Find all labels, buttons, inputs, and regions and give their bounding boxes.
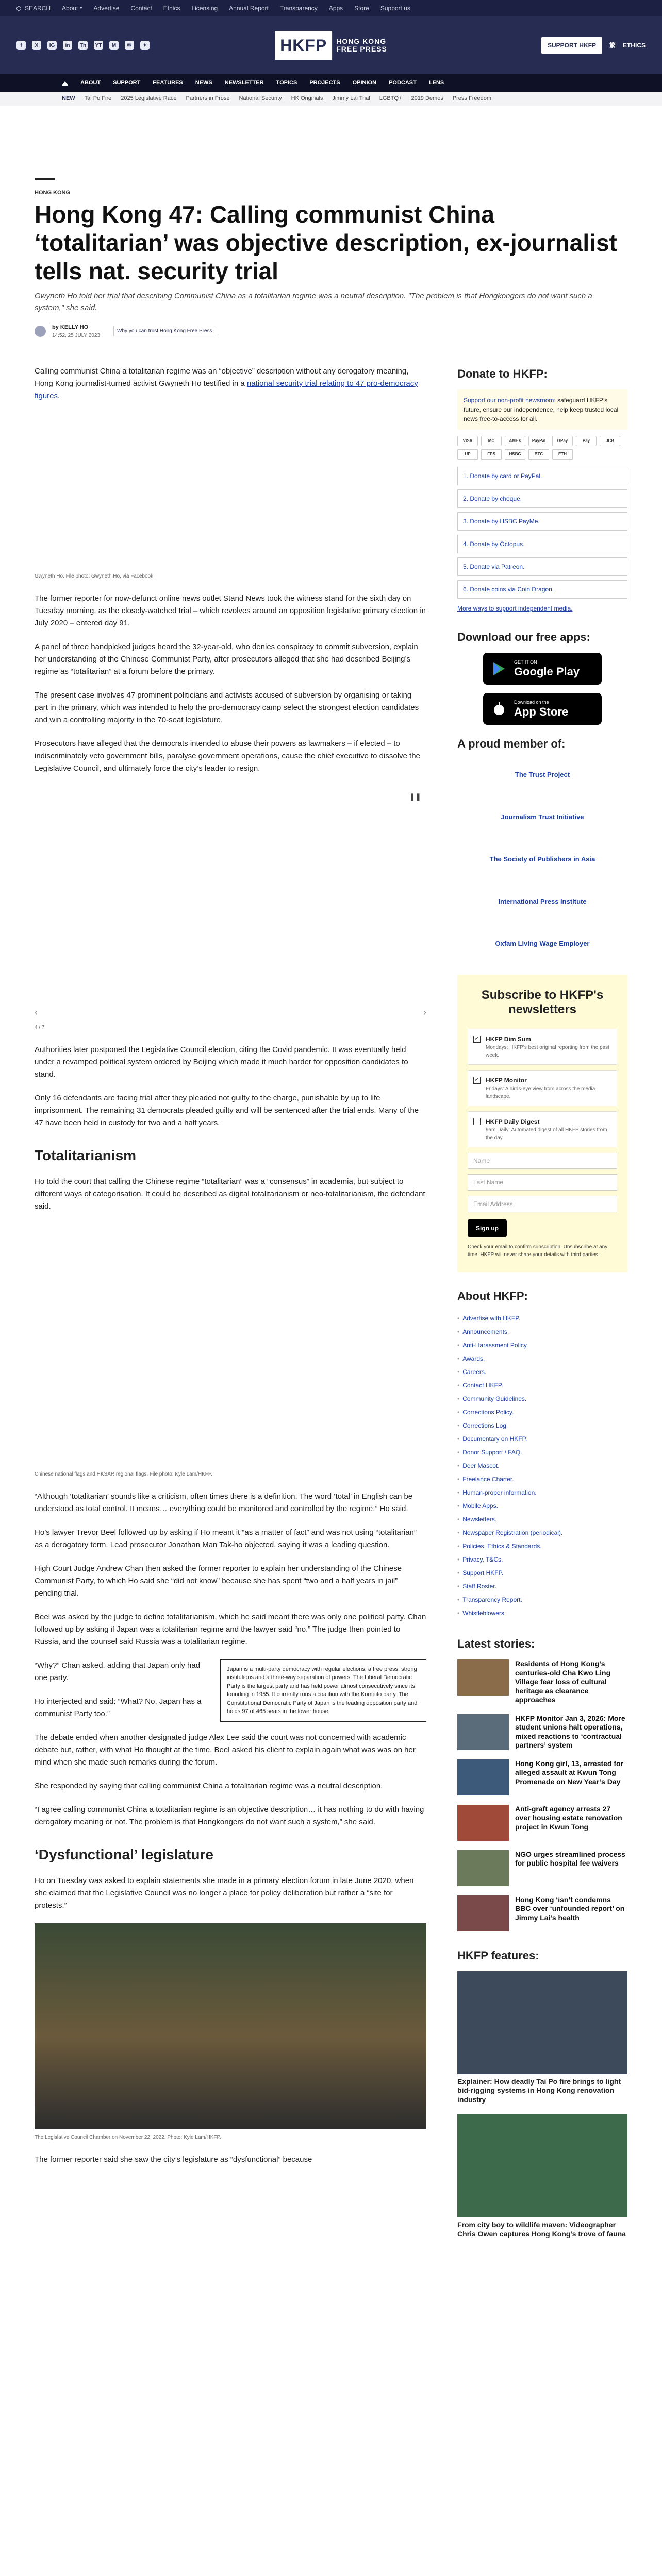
section-heading: ‘Dysfunctional’ legislature [35,1846,213,1862]
slider-count: 4 / 7 [35,1024,45,1030]
photo-caption: Gwyneth Ho. File photo: Gwyneth Ho, via Facebook. [35,573,155,579]
checkbox[interactable] [473,1118,481,1125]
trending-link[interactable]: Tai Po Fire [84,95,112,102]
section-heading: Totalitarianism [35,1147,137,1163]
about-title: About HKFP: [457,1290,528,1303]
story-title[interactable]: Hong Kong girl, 13, arrested for alleged assault at Kwun Tong Promenade on New Year’s Day [515,1759,624,1786]
donate-box [457,365,627,613]
hsbc-icon: HSBC [505,449,525,460]
paypal-icon: PayPal [528,436,549,446]
last-name-field[interactable]: Last Name [468,1174,617,1191]
nav-news[interactable]: NEWS [195,79,212,86]
trending-link[interactable]: National Security [239,95,282,102]
donate-option[interactable]: 1. Donate by card or PayPal. [457,467,627,485]
article-body [35,365,426,2249]
latest-story[interactable] [457,1759,627,1795]
newsletter-option[interactable]: HKFP Daily Digest 9am Daily: Automated digest of all HKFP stories from the day. [468,1111,617,1147]
paragraph: The former reporter for now-defunct online news outlet Stand News took the witness stand for the sixth day on Tuesday morning, as the closely-watched trial – which revolves around an opposition legislative primary election in July 2020 – entered day 91. [35,594,426,628]
story-thumbnail[interactable] [457,1850,509,1886]
about-link[interactable]: • Community Guidelines. [457,1392,627,1405]
trending-link[interactable]: 2025 Legislative Race [121,95,177,102]
about-link[interactable]: • Privacy, T&Cs. [457,1553,627,1566]
site-header [0,16,662,74]
topbar-link-licensing[interactable]: Licensing [191,5,218,12]
story-title[interactable]: Residents of Hong Kong’s centuries-old Cha Kwo Ling Village fear loss of cultural heritage as clearance approaches [515,1659,611,1704]
about-link[interactable]: • Transparency Report. [457,1593,627,1606]
topbar-link-annual-report[interactable]: Annual Report [229,5,269,12]
latest-story[interactable] [457,1714,627,1750]
google-pay-icon: GPay [552,436,573,446]
newsletter-option[interactable]: ✓ HKFP Dim Sum Mondays: HKFP’s best original reporting from the past week. [468,1029,617,1065]
author-avatar [35,326,46,337]
email-field[interactable]: Email Address [468,1196,617,1212]
article-headline: Hong Kong 47: Calling communist China ‘totalitarian’ was objective description, ex-journalist tells nat. security trial [35,200,617,284]
main-nav [0,74,662,92]
feature-title[interactable]: From city boy to wildlife maven: Videographer Chris Owen captures Hong Kong’s trove of fauna [457,2221,626,2238]
trending-bar [0,92,662,106]
paragraph: Ho interjected and said: “What? No, Japan has a communist Party too.” [35,1697,202,1718]
donate-option[interactable]: 3. Donate by HSBC PayMe. [457,512,627,531]
trust-note-link[interactable]: Why you can trust Hong Kong Free Press [113,326,216,336]
photo-legco [35,1923,426,2129]
checkbox[interactable]: ✓ [473,1036,481,1043]
nav-topics[interactable]: TOPICS [276,79,297,86]
mastodon-icon[interactable]: M [109,41,119,50]
newsletter-signup [457,975,627,1273]
topbar-link-contact[interactable]: Contact [130,5,152,12]
logo-line2: FREE PRESS [336,45,387,53]
story-thumbnail[interactable] [457,1895,509,1931]
about-link[interactable]: • Announcements. [457,1325,627,1338]
trending-link[interactable]: 2019 Demos [411,95,443,102]
google-play-button[interactable]: GET IT ON Google Play [483,653,602,685]
payment-methods [457,436,627,460]
signup-button[interactable]: Sign up [468,1219,507,1237]
trust-project-logo[interactable]: The Trust Project [515,770,570,778]
about-link[interactable]: • Contact HKFP. [457,1379,627,1392]
linkedin-icon[interactable]: in [63,41,72,50]
about-link[interactable]: • Whistleblowers. [457,1606,627,1620]
donate-intro: Support our non-profit newsroom; safeguard HKFP’s future, ensure our independence, help keep trusted local news free-to-access for all. [457,389,627,430]
paragraph: Authorities later postponed the Legislative Council election, citing the Covid pandemic. It was eventually held under a revamped political system ordered by Beijing which made it much harder for opposition candidates to stand. [35,1045,408,1079]
nav-podcast[interactable]: PODCAST [389,79,417,86]
about-link[interactable]: • Corrections Policy. [457,1405,627,1419]
about-link[interactable]: • Corrections Log. [457,1419,627,1432]
paragraph: Ho’s lawyer Trevor Beel followed up by asking if Ho meant it “as a matter of fact” and was not using “totalitarian” as a derogatory term. Lead prosecutor Jonathan Man Tak-ho objected, saying it was a leading question. [35,1528,417,1549]
top-bar [0,0,662,16]
fps-icon: FPS [481,449,502,460]
topbar-link-apps[interactable]: Apps [328,5,343,12]
email-icon[interactable]: ✉ [125,41,134,50]
photo-caption: The Legislative Council Chamber on November 22, 2022. Photo: Kyle Lam/HKFP. [35,2134,221,2140]
instagram-icon[interactable]: IG [47,41,57,50]
paragraph: “I agree calling communist China a totalitarian regime is an objective description… it has nothing to do with having derogatory meaning or not. The problem is that Hongkongers do not want such a system,” she said. [35,1805,424,1826]
app-store-button[interactable]: Download on the App Store [483,693,602,725]
trending-link[interactable]: Jimmy Lai Trial [332,95,370,102]
photo-slider [35,786,426,1020]
paragraph: Ho told the court that calling the Chinese regime “totalitarian” was a “consensus” in academia, but subject to different ways of categorisation. It could be described as digital totalitarianism or neo-totalitarianism, the defendant said. [35,1177,425,1211]
donate-title: Donate to HKFP: [457,367,548,380]
story-title[interactable]: Anti-graft agency arrests 27 over housing estate renovation project in Kwun Tong [515,1804,622,1831]
story-thumbnail[interactable] [457,1714,509,1750]
logo-mark: HKFP [275,31,332,60]
paragraph: Calling communist China a totalitarian regime was an “objective” description without any derogatory meaning, Hong Kong journalist-turned activist Gwyneth Ho testified in a national security trial relating to 47 pro-democracy figures. [35,366,418,400]
youtube-icon[interactable]: YT [94,41,103,50]
byline [35,323,627,340]
paragraph: “Although ‘totalitarian’ sounds like a criticism, often times there is a definition. The word ‘total’ in English can be understood as total control. It means… everything could be monitored and controlled by the regime,” Ho said. [35,1492,413,1513]
about-link[interactable]: • Support HKFP. [457,1566,627,1580]
bluesky-icon[interactable]: ✦ [140,41,150,50]
feature-story[interactable] [457,2114,627,2239]
about-link[interactable]: • Advertise with HKFP. [457,1312,627,1325]
nav-features[interactable]: FEATURES [153,79,183,86]
about-link[interactable]: • Donor Support / FAQ. [457,1446,627,1459]
latest-story[interactable] [457,1659,627,1705]
latest-story[interactable] [457,1850,627,1886]
sopa-logo[interactable]: The Society of Publishers in Asia [489,855,595,863]
photo-gwyneth-ho [35,414,426,568]
photo-flags [35,1224,426,1466]
feature-title[interactable]: Explainer: How deadly Tai Po fire brings to light bid-rigging systems in Hong Kong renovation industry [457,2077,621,2104]
checkbox[interactable]: ✓ [473,1077,481,1084]
newsletter-option[interactable]: ✓ HKFP Monitor Fridays: A birds-eye view from across the media landscape. [468,1070,617,1106]
trending-link[interactable]: Partners in Prose [186,95,230,102]
support-hkfp-button[interactable]: SUPPORT HKFP [541,37,602,54]
latest-stories [457,1659,627,1931]
nav-about[interactable]: ABOUT [80,79,101,86]
about-link[interactable]: • Staff Roster. [457,1580,627,1593]
topbar-link-store[interactable]: Store [354,5,369,12]
mastercard-icon: MC [481,436,502,446]
story-thumbnail[interactable] [457,1759,509,1795]
trending-link[interactable]: Press Freedom [452,95,492,102]
feature-image[interactable] [457,2114,627,2217]
apple-icon [491,701,507,717]
about-link[interactable]: • Policies, Ethics & Standards. [457,1539,627,1553]
donate-option[interactable]: 5. Donate via Patreon. [457,557,627,576]
feature-story[interactable] [457,1971,627,2105]
about-link[interactable]: • Freelance Charter. [457,1472,627,1486]
trending-label: NEW [62,95,75,102]
topbar-link-transparency[interactable]: Transparency [279,5,318,12]
latest-story[interactable] [457,1805,627,1841]
search-button[interactable]: SEARCH [16,4,51,13]
fact-check-box: Japan is a multi-party democracy with regular elections, a free press, strong institutions and a three-way separation of powers. The Liberal Democratic Party is the largest party and has held power almost consecutively since its founding in 1955. It currently runs a coalition with the Komeito party. The Constitutional Democratic Party of Japan is the leading opposition party and holds 97 of 465 seats in the lower house. [220,1659,426,1722]
trending-link[interactable]: HK Originals [291,95,323,102]
apple-pay-icon: Pay [576,436,597,446]
search-icon [16,6,21,11]
about-list [457,1312,627,1620]
donate-option[interactable]: 4. Donate by Octopus. [457,535,627,553]
more-ways-link[interactable]: More ways to support independent media. [457,604,573,612]
nav-newsletter[interactable]: NEWSLETTER [224,79,264,86]
amex-icon: AMEX [505,436,525,446]
paragraph: Beel was asked by the judge to define totalitarianism, which he said meant there was only one political party. Chan followed up by asking if Japan was a totalitarian regime and the lawyer said “no.” The judge then pointed to Russia, and the counsel said Russia was a totalitarian regime. [35,1612,426,1646]
x-icon[interactable]: X [32,41,41,50]
about-link[interactable]: • Awards. [457,1352,627,1365]
donate-option[interactable]: 6. Donate coins via Coin Dragon. [457,580,627,599]
author-name[interactable]: by KELLY HO [52,324,89,331]
ethics-link[interactable]: ETHICS [622,42,646,49]
topbar-link-advertise[interactable]: Advertise [93,5,120,12]
category-kicker[interactable]: HONG KONG [35,190,71,196]
paragraph: The debate ended when another designated judge Alex Lee said the court was not concerned with academic debate but, rather, with what Ho thought at the time. Beel asked his client to explain again what was was on her mind when she made such remarks during the forum. [35,1733,416,1767]
threads-icon[interactable]: Th [78,41,88,50]
paragraph: She responded by saying that calling communist China a totalitarian regime was a neutral description. [35,1781,383,1790]
donate-option[interactable]: 2. Donate by cheque. [457,489,627,508]
subscribe-note: Check your email to confirm subscription. Unsubscribe at any time. HKFP will never share your details with third parties. [468,1244,608,1258]
subscribe-title: Subscribe to HKFP's newsletters [481,988,604,1017]
nav-projects[interactable]: PROJECTS [309,79,340,86]
about-link[interactable]: • Documentary on HKFP. [457,1432,627,1446]
nav-lens[interactable]: LENS [428,79,444,86]
visa-icon: VISA [457,436,478,446]
story-thumbnail[interactable] [457,1805,509,1841]
trial-link[interactable]: national security trial relating to 47 pro-democracy figures [35,379,418,400]
topbar-link-ethics[interactable]: Ethics [163,5,180,12]
first-name-field[interactable]: Name [468,1153,617,1169]
jcb-icon: JCB [600,436,620,446]
apps-title: Download our free apps: [457,630,590,643]
oxfam-logo[interactable]: Oxfam Living Wage Employer [495,939,590,947]
story-title[interactable]: Hong Kong ‘isn’t condemns BBC over ‘unfounded report’ on Jimmy Lai’s health [515,1895,625,1922]
trending-link[interactable]: LGBTQ+ [379,95,402,102]
home-icon[interactable] [62,80,68,86]
about-link[interactable]: • Newspaper Registration (periodical). [457,1526,627,1539]
latest-title: Latest stories: [457,1637,535,1651]
chinese-language-link[interactable]: 繁 [609,42,616,49]
photo-caption: Chinese national flags and HKSAR regional flags. File photo: Kyle Lam/HKFP. [35,1471,213,1477]
google-play-icon [491,661,507,676]
paragraph: A panel of three handpicked judges heard the 32-year-old, who denies conspiracy to commit subversion, explain her understanding of the Chinese Communist Party, after prosecutors alleged that she had described Beijing’s regime as “totalitarian” at a forum before the primary. [35,642,418,676]
about-link[interactable]: • Newsletters. [457,1513,627,1526]
topbar-link-support[interactable]: Support us [380,5,410,12]
sidebar [457,365,627,2249]
about-link[interactable]: • Anti-Harassment Policy. [457,1338,627,1352]
bitcoin-icon: BTC [528,449,549,460]
slider-next-icon[interactable]: › [423,1007,426,1018]
story-title[interactable]: NGO urges streamlined process for public hospital fee waivers [515,1850,625,1868]
logo-line1: HONG KONG [336,37,387,45]
facebook-icon[interactable]: f [16,41,26,50]
ipi-logo[interactable]: International Press Institute [498,897,587,905]
pause-icon[interactable]: ❚❚ [409,792,421,801]
feature-image[interactable] [457,1971,627,2074]
publish-date: 14:52, 25 JULY 2023 [52,332,101,338]
support-newsroom-link[interactable]: Support our non-profit newsroom [464,396,554,404]
about-link[interactable]: • Human-proper information. [457,1486,627,1499]
about-link[interactable]: • Careers. [457,1365,627,1379]
paragraph: Ho on Tuesday was asked to explain statements she made in a primary election forum in late June 2020, when she claimed that the Legislative Council was no longer a place for policy deliberation but rather a “site for protests.” [35,1876,414,1910]
features-title: HKFP features: [457,1948,539,1962]
member-title: A proud member of: [457,737,566,750]
paragraph: High Court Judge Andrew Chan then asked the former reporter to explain her understanding of the Chinese Communist Party, to which Ho said she “did not know” because she has spent “two and a half years in jail” pending trial. [35,1564,402,1598]
story-thumbnail[interactable] [457,1659,509,1696]
nav-opinion[interactable]: OPINION [352,79,377,86]
headline-rule [35,178,55,180]
paragraph: The former reporter said she saw the city’s legislature as “dysfunctional” because [35,2155,312,2164]
ethereum-icon: ETH [552,449,573,460]
unionpay-icon: UP [457,449,478,460]
story-title[interactable]: HKFP Monitor Jan 3, 2026: More student unions halt operations, mixed reactions to ‘contractual partners’ system [515,1714,625,1750]
about-link[interactable]: • Deer Mascot. [457,1459,627,1472]
latest-story[interactable] [457,1895,627,1931]
topbar-link-about[interactable]: About ▾ [62,5,82,12]
article-subhead: Gwyneth Ho told her trial that describing Communist China as a totalitarian regime was a neutral description. "The problem is that Hongkongers do not want such a system," she said. [35,292,592,312]
site-logo[interactable] [275,31,387,60]
about-link[interactable]: • Mobile Apps. [457,1499,627,1513]
paragraph: Only 16 defendants are facing trial after they pleaded not guilty to the charge, punishable by up to life imprisonment. The remaining 31 democrats pleaded guilty and will be sentenced after the trial ends. Many of the 47 have been held in custody for two and a half years. [35,1093,419,1127]
features-list [457,1971,627,2239]
slider-prev-icon[interactable]: ‹ [35,1007,38,1018]
social-links [16,41,150,50]
jti-logo[interactable]: Journalism Trust Initiative [501,812,584,821]
paragraph: Prosecutors have alleged that the democrats intended to abuse their powers as lawmakers – if elected – to indiscriminately veto government bills, paralyse government operations, cause the chief executive to dissolve the Legislative Council, and ultimately force the city’s leader to resign. [35,739,420,773]
nav-support[interactable]: SUPPORT [113,79,141,86]
paragraph: “Why?” Chan asked, adding that Japan only had one party. [35,1660,201,1682]
paragraph: The present case involves 47 prominent politicians and activists accused of subversion by organising or taking part in the primary, which was intended to help the pro-democracy camp select the strongest election candidates and win a controlling majority in the 70-seat legislature. [35,690,419,724]
